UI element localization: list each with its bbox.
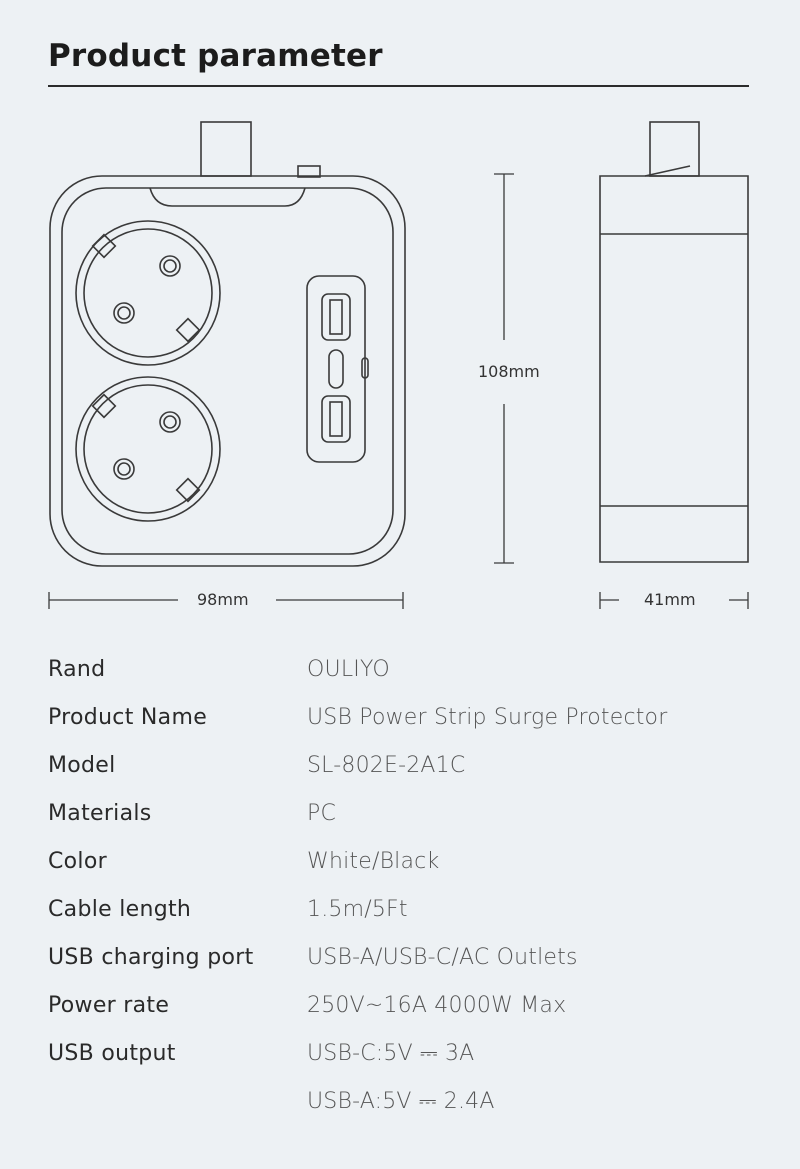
- width-dimension-label: 98mm: [193, 590, 253, 610]
- depth-dimension-label: 41mm: [640, 590, 700, 610]
- spec-row-usb-charging-port: [48, 936, 768, 984]
- spec-row-materials: [48, 792, 768, 840]
- spec-key: USB charging port: [48, 945, 254, 970]
- spec-row-cable-length: [48, 888, 768, 936]
- spec-key: Power rate: [48, 993, 170, 1018]
- spec-key: Cable length: [48, 897, 192, 922]
- spec-value: SL-802E-2A1C: [307, 753, 466, 778]
- spec-value: 250V~16A 4000W Max: [307, 993, 567, 1018]
- spec-row-power-rate: [48, 984, 768, 1032]
- spec-row-usb-output: [48, 1032, 768, 1080]
- spec-key: Model: [48, 753, 116, 778]
- socket-top: [76, 221, 220, 365]
- spec-row-color: [48, 840, 768, 888]
- spec-value: 1.5m/5Ft: [307, 897, 408, 922]
- spec-key: Rand: [48, 657, 106, 682]
- spec-value: USB Power Strip Surge Protector: [307, 705, 668, 730]
- spec-value: White/Black: [307, 849, 440, 874]
- spec-key: USB output: [48, 1041, 176, 1066]
- height-dimension-label: 108mm: [474, 362, 544, 382]
- spec-row-product-name: [48, 696, 768, 744]
- spec-value: USB-A:5V ⎓ 2.4A: [307, 1089, 495, 1114]
- spec-key: Materials: [48, 801, 152, 826]
- page-title: Product parameter: [48, 38, 383, 74]
- front-view-top-notch: [150, 188, 305, 206]
- spec-key: Color: [48, 849, 107, 874]
- spec-value: USB-C:5V ⎓ 3A: [307, 1041, 475, 1066]
- side-view: [600, 122, 748, 562]
- spec-row-brand: [48, 648, 768, 696]
- spec-value: OULIYO: [307, 657, 390, 682]
- socket-bottom: [76, 377, 220, 521]
- usb-panel: [307, 276, 368, 462]
- spec-table: [48, 648, 768, 1128]
- front-view-plug: [201, 122, 251, 176]
- spec-row-model: [48, 744, 768, 792]
- spec-key: Product Name: [48, 705, 208, 730]
- spec-value: USB-A/USB-C/AC Outlets: [307, 945, 578, 970]
- spec-value: PC: [307, 801, 337, 826]
- spec-row-usb-output-a: [48, 1080, 768, 1128]
